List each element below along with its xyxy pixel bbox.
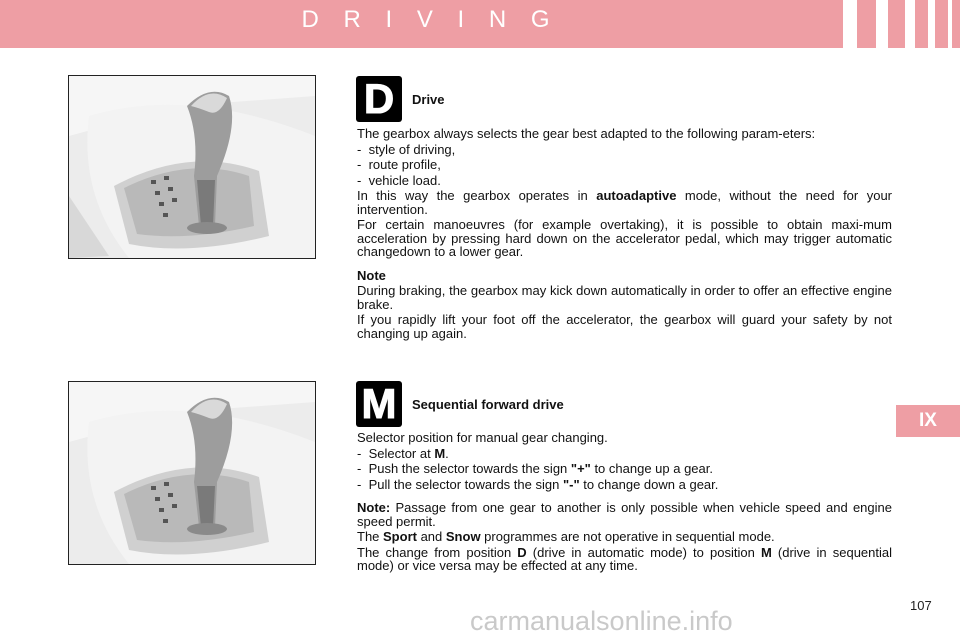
list-item: - Push the selector towards the sign "+" to change up a gear. <box>357 461 713 476</box>
drive-paragraph-autoadaptive: In this way the gearbox operates in autoadaptive mode, without the need for your intervention. <box>357 188 892 217</box>
sequential-intro: Selector position for manual gear changing. <box>357 430 608 445</box>
chapter-tab: IX <box>896 405 960 437</box>
drive-mode-badge <box>356 76 402 122</box>
list-item: - vehicle load. <box>357 172 441 188</box>
note-paragraph: If you rapidly lift your foot off the accelerator, the gearbox will guard your safety by not changing up again. <box>357 312 892 341</box>
drive-section-text <box>357 127 892 342</box>
manual-badge-letter: M <box>361 380 397 427</box>
drive-intro: The gearbox always selects the gear best adapted to the following param-eters: <box>357 126 816 141</box>
list-item: - Pull the selector towards the sign "-" to change down a gear. <box>357 476 719 492</box>
note-heading: Note <box>357 267 386 283</box>
list-item: - Selector at M. <box>357 445 449 461</box>
page-header <box>0 0 960 48</box>
sequential-paragraph-change: The change from position D (drive in automatic mode) to position M (drive in sequential mode) or vice versa may be effected at any time. <box>357 544 892 573</box>
header-stripe <box>948 0 952 48</box>
note-paragraph: During braking, the gearbox may kick down automatically in order to offer an effective engine brake. <box>357 283 892 312</box>
sequential-section-title: Sequential forward drive <box>412 397 564 412</box>
list-item: - route profile, <box>357 157 441 172</box>
drive-section-title: Drive <box>412 92 445 107</box>
sequential-paragraph-programmes: The Sport and Snow programmes are not operative in sequential mode. <box>357 529 775 544</box>
gear-selector-photo-sequential <box>68 381 316 565</box>
watermark: carmanualsonline.info <box>470 606 733 636</box>
sequential-section-text <box>357 431 892 575</box>
header-stripe <box>905 0 915 48</box>
page-number: 107 <box>910 598 932 613</box>
header-stripe <box>928 0 935 48</box>
page-title: D R I V I N G <box>301 6 559 33</box>
header-stripe <box>843 0 857 48</box>
list-item: - style of driving, <box>357 141 456 157</box>
drive-paragraph-kickdown: For certain manoeuvres (for example overtaking), it is possible to obtain maxi-mum acceleration by pressing hard down on the accelerator pedal, which may trigger automatic changedown to a lower gear. <box>357 217 892 259</box>
gear-selector-photo-drive <box>68 75 316 259</box>
sequential-note: Note: Passage from one gear to another is only possible when vehicle speed and engine speed permit. <box>357 500 892 529</box>
header-stripe <box>876 0 888 48</box>
manual-mode-badge <box>356 381 402 427</box>
drive-badge-letter: D <box>363 75 395 122</box>
